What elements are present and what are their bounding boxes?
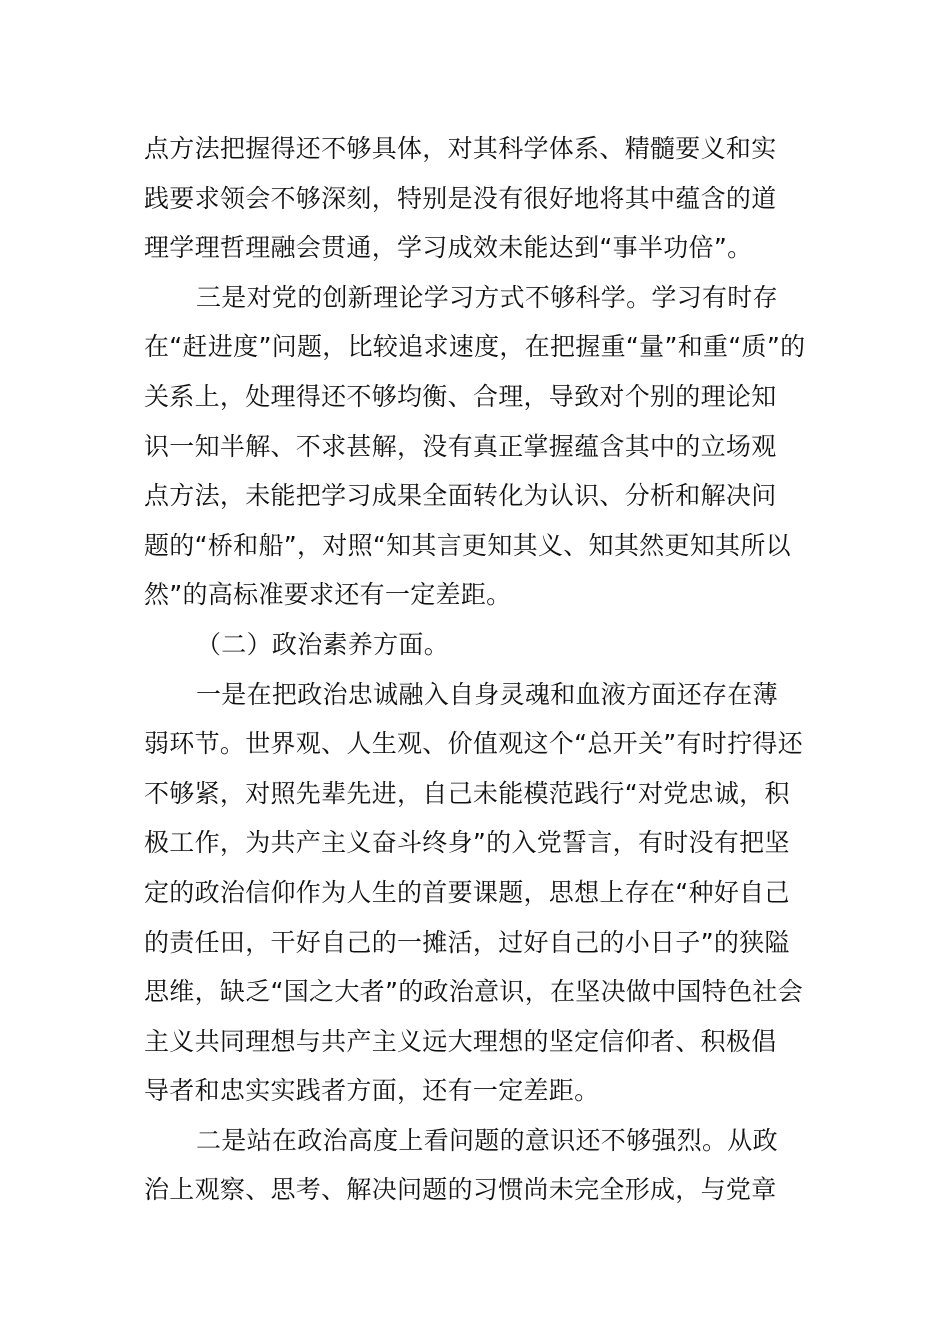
- text-line: 定的政治信仰作为人生的首要课题，思想上存在“种好自己: [144, 877, 790, 907]
- paragraph-start-line: 一是在把政治忠诚融入自身灵魂和血液方面还存在薄: [196, 679, 778, 709]
- text-line: 践要求领会不够深刻，特别是没有很好地将其中蕴含的道: [144, 183, 777, 213]
- body-text: [144, 124, 806, 1215]
- text-line: 弱环节。世界观、人生观、价值观这个“总开关”有时拧得还: [144, 729, 804, 759]
- text-line: 识一知半解、不求甚解，没有真正掌握蕴含其中的立场观: [144, 431, 777, 461]
- text-line: 治上观察、思考、解决问题的习惯尚未完全形成，与党章: [144, 1175, 777, 1205]
- text-line: 点方法把握得还不够具体，对其科学体系、精髓要义和实: [144, 134, 777, 163]
- section-heading: （二）政治素养方面。: [196, 629, 450, 659]
- text-line: 极工作，为共产主义奋斗终身”的入党誓言，有时没有把坚: [144, 828, 790, 858]
- text-line: 导者和忠实实践者方面，还有一定差距。: [144, 1076, 600, 1106]
- text-line: 点方法，未能把学习成果全面转化为认识、分析和解决问: [144, 481, 777, 511]
- text-line: 主义共同理想与共产主义远大理想的坚定信仰者、积极倡: [144, 1026, 777, 1056]
- text-line: 然”的高标准要求还有一定差距。: [144, 580, 512, 610]
- text-line: 题的“桥和船”，对照“知其言更知其义、知其然更知其所以: [144, 530, 791, 560]
- text-line: 的责任田，干好自己的一摊活，过好自己的小日子”的狭隘: [144, 927, 790, 957]
- text-line: 关系上，处理得还不够均衡、合理，导致对个别的理论知: [144, 381, 777, 411]
- text-line: 在“赶进度”问题，比较追求速度，在把握重“量”和重“质”的: [144, 332, 806, 362]
- text-line: 思维，缺乏“国之大者”的政治意识，在坚决做中国特色社会: [144, 977, 804, 1007]
- text-line: 不够紧，对照先辈先进，自己未能模范践行“对党忠诚，积: [144, 778, 790, 808]
- text-line: 理学理哲理融会贯通，学习成效未能达到“事半功倍”。: [144, 233, 753, 263]
- paragraph-start-line: 三是对党的创新理论学习方式不够科学。学习有时存: [196, 282, 778, 312]
- paragraph-start-line: 二是站在政治高度上看问题的意识还不够强烈。从政: [196, 1125, 778, 1155]
